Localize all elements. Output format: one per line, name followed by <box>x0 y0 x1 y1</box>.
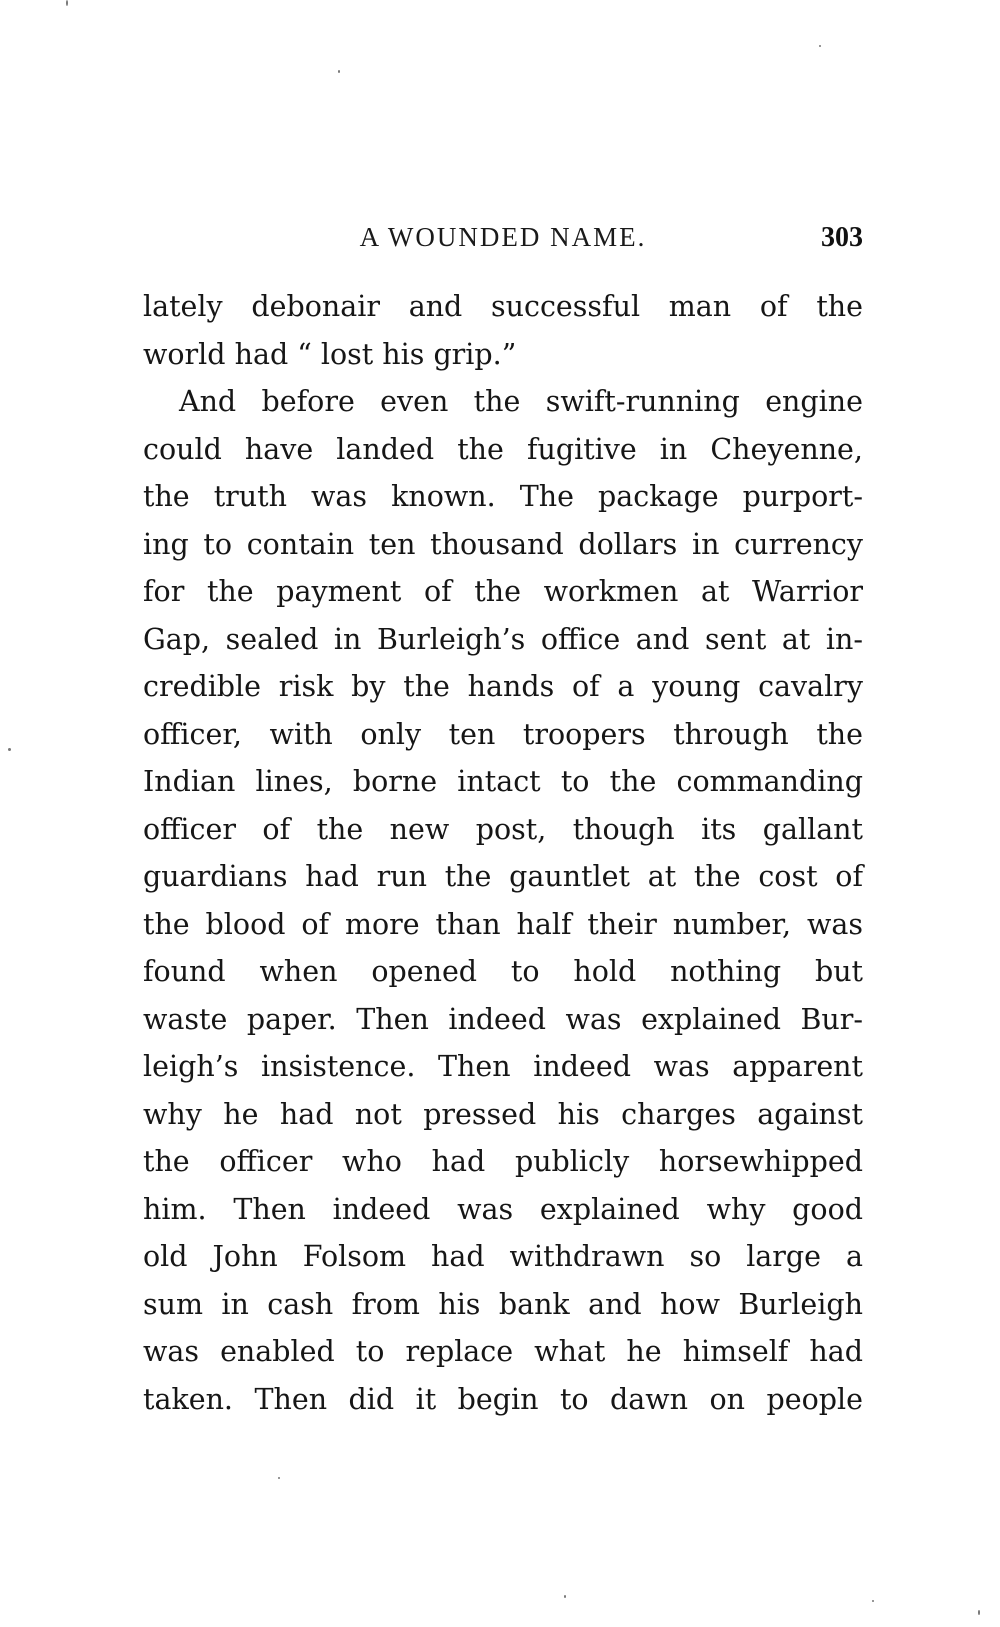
text-line: sum in cash from his bank and how Burleigh <box>143 1287 863 1321</box>
text-line: was enabled to replace what he himself had <box>143 1335 863 1368</box>
scan-speck <box>872 1600 874 1602</box>
text-line: guardians had run the gauntlet at the cost of <box>143 860 863 893</box>
text-line: found when opened to hold nothing but <box>143 955 863 988</box>
page-header <box>143 222 863 262</box>
body-text <box>143 283 863 1423</box>
text-line: ing to contain ten thousand dollars in currency <box>143 527 863 561</box>
page-number: 303 <box>821 222 863 253</box>
text-line: old John Folsom had withdrawn so large a <box>143 1240 863 1273</box>
running-title: A WOUNDED NAME. <box>359 222 647 252</box>
text-line: Indian lines, borne intact to the commanding <box>143 765 863 798</box>
text-line: waste paper. Then indeed was explained Bur- <box>143 1002 863 1036</box>
text-line: lately debonair and successful man of the <box>143 290 863 323</box>
text-line: officer, with only ten troopers through the <box>143 717 863 751</box>
scan-speck <box>819 45 821 47</box>
text-line: leigh’s insistence. Then indeed was apparent <box>143 1050 863 1083</box>
paragraph-first-line: And before even the swift-running engine <box>179 385 863 418</box>
text-line: him. Then indeed was explained why good <box>143 1192 863 1226</box>
scan-speck <box>564 1595 566 1598</box>
text-line: taken. Then did it begin to dawn on people <box>143 1382 863 1416</box>
scan-speck <box>978 1610 980 1615</box>
text-line: credible risk by the hands of a young cavalry <box>143 670 863 703</box>
scan-speck <box>66 0 68 6</box>
text-line: could have landed the fugitive in Cheyenne, <box>143 432 863 466</box>
text-line: the truth was known. The package purport- <box>143 480 863 513</box>
text-line: for the payment of the workmen at Warrior <box>143 575 863 608</box>
scan-speck <box>338 70 340 73</box>
text-line: why he had not pressed his charges against <box>143 1097 863 1131</box>
text-line: Gap, sealed in Burleigh’s office and sent at in- <box>143 622 863 656</box>
scan-speck <box>278 1477 280 1479</box>
text-line: the blood of more than half their number, was <box>143 907 863 941</box>
text-line: officer of the new post, though its gallant <box>143 812 863 846</box>
scan-speck <box>8 748 11 751</box>
text-line: world had “ lost his grip.” <box>143 337 517 371</box>
text-line: the officer who had publicly horsewhipped <box>143 1145 863 1178</box>
